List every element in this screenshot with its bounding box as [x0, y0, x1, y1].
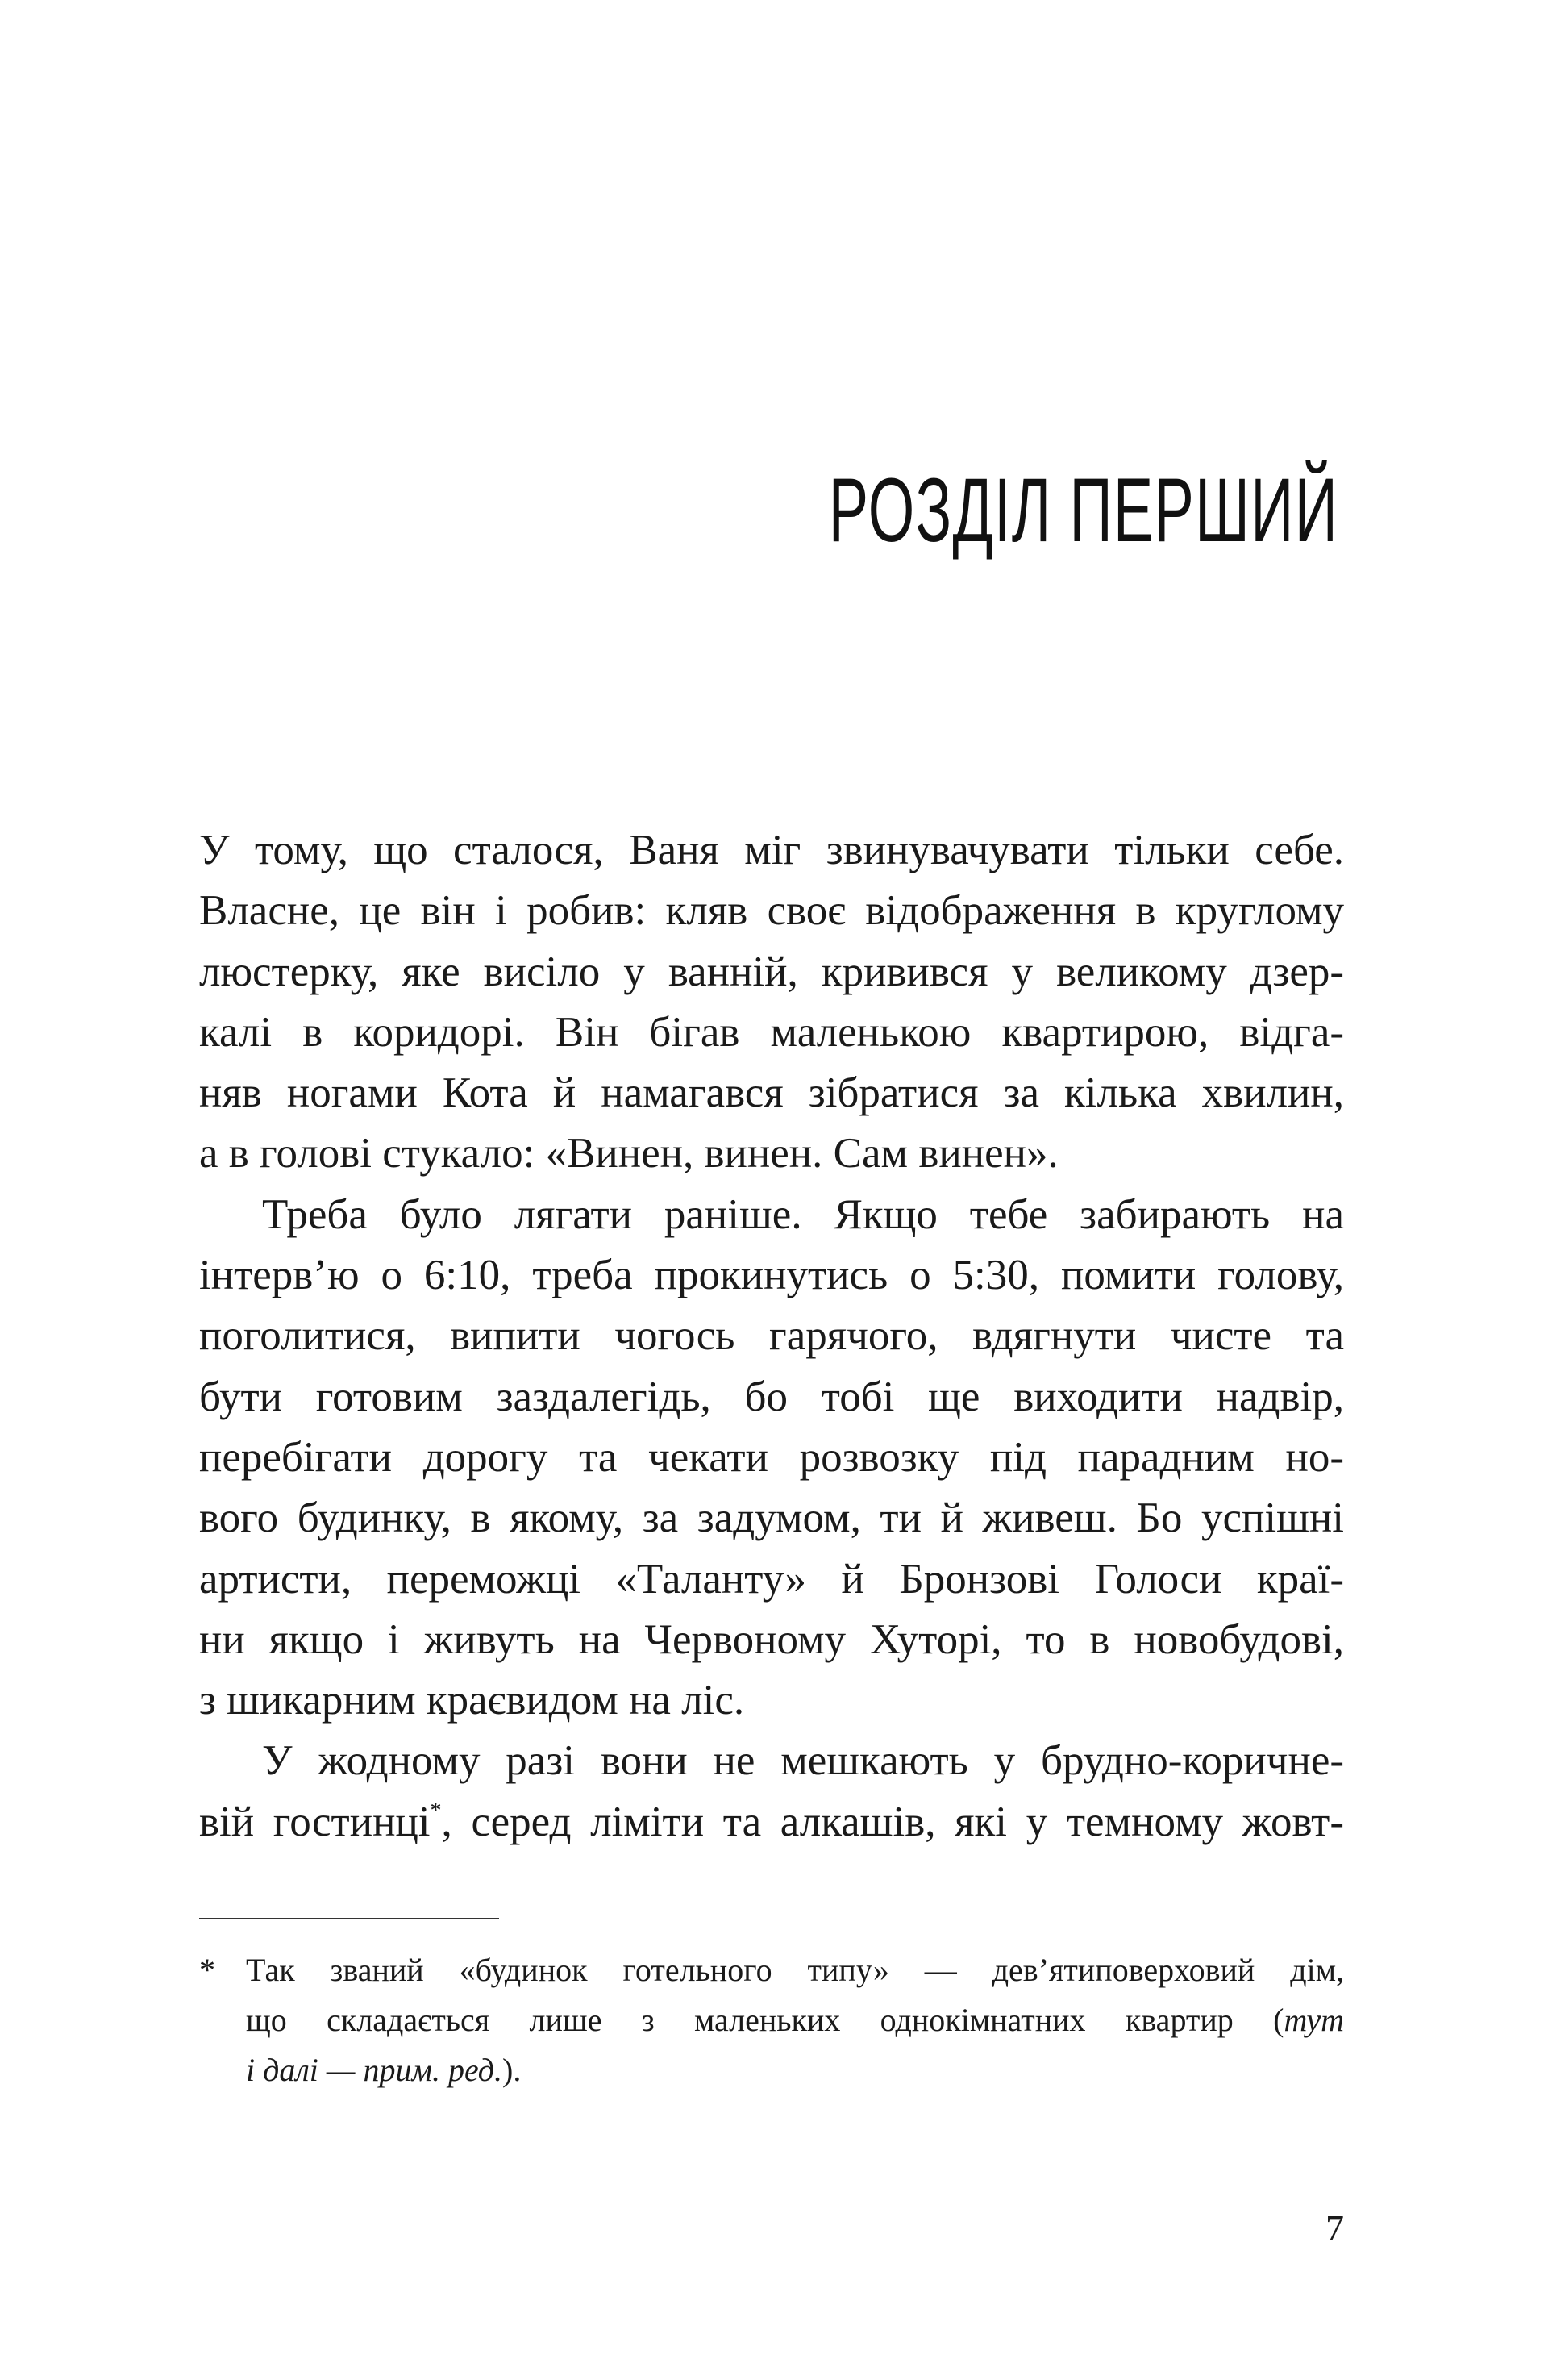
- text-line: перебігати дорогу та чекати розвозку під парадним но-: [199, 1433, 1344, 1481]
- text-fragment: , серед ліміти та алкашів, які у темному жовт-: [441, 1798, 1344, 1845]
- text-line: з шикарним краєвидом на ліс.: [199, 1677, 745, 1724]
- footnote: [199, 1945, 1344, 2095]
- paragraph-start-line: У жодному разі вони не мешкають у брудно-коричне-: [262, 1737, 1344, 1785]
- body-text: [199, 820, 1344, 1853]
- text-line: Власне, це він і робив: кляв своє відображення в круглому: [199, 887, 1344, 935]
- footnote-text: ).: [502, 2052, 522, 2088]
- paragraph-start-line: Треба було лягати раніше. Якщо тебе забирають на: [262, 1190, 1344, 1238]
- footnote-text: що складається лише з маленьких однокімнатних квартир (: [246, 2002, 1284, 2038]
- page-number: 7: [1325, 2207, 1344, 2249]
- text-fragment: вій гостинці: [199, 1798, 431, 1845]
- footnote-reference[interactable]: *: [430, 1798, 442, 1824]
- footnote-marker: *: [199, 1952, 215, 1988]
- text-line: ни якщо і живуть на Червоному Хуторі, то в новобудові,: [199, 1615, 1344, 1663]
- text-line: артисти, переможці «Таланту» й Бронзові Голоси краї-: [199, 1555, 1344, 1603]
- footnote-line: [246, 1995, 1344, 2045]
- footnote-line: Так званий «будинок готельного типу» — дев’ятиповерховий дім,: [246, 1952, 1344, 1988]
- text-line: няв ногами Кота й намагався зібратися за кілька хвилин,: [199, 1069, 1344, 1117]
- text-line: бути готовим заздалегідь, бо тобі ще виходити надвір,: [199, 1373, 1344, 1420]
- text-line: калі в коридорі. Він бігав маленькою квартирою, відга-: [199, 1008, 1344, 1056]
- footnote-separator: [199, 1918, 499, 1919]
- footnote-italic: тут: [1284, 2002, 1344, 2038]
- footnote-body: [246, 1945, 1344, 2095]
- text-line: інтерв’ю о 6:10, треба прокинутись о 5:30, помити голову,: [199, 1252, 1344, 1299]
- text-line: вого будинку, в якому, за задумом, ти й живеш. Бо успішні: [199, 1494, 1344, 1542]
- text-line-with-footnote: [199, 1792, 1344, 1853]
- text-line: У тому, що сталося, Ваня міг звинувачувати тільки себе.: [199, 827, 1344, 873]
- footnote-line: [246, 2045, 1344, 2095]
- text-line: люстерку, яке висіло у ванній, кривився у великому дзер-: [199, 948, 1344, 995]
- text-line: поголитися, випити чогось гарячого, вдягнути чисте та: [199, 1312, 1344, 1360]
- chapter-title: РОЗДІЛ ПЕРШИЙ: [828, 460, 1338, 561]
- footnote-italic: і далі — прим. ред.: [246, 2052, 502, 2088]
- text-line: а в голові стукало: «Винен, винен. Сам винен».: [199, 1130, 1059, 1177]
